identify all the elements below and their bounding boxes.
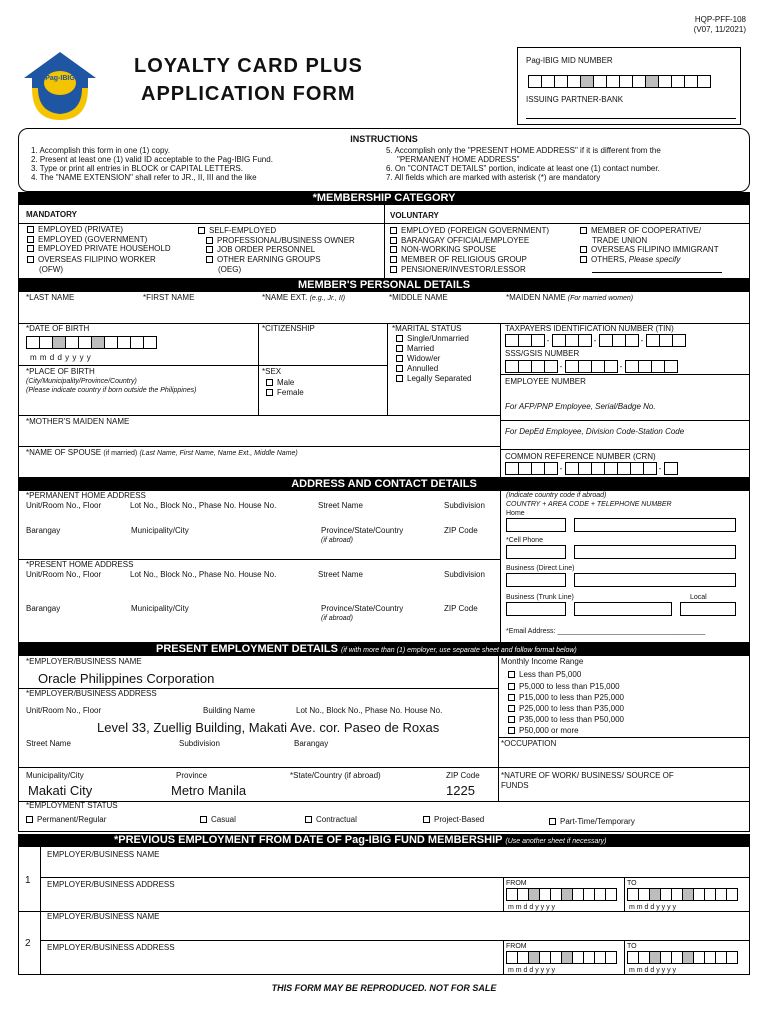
- option-employed-government[interactable]: EMPLOYED (GOVERNMENT): [27, 235, 147, 245]
- emp-lot-label: Lot No., Block No., Phase No. House No.: [296, 706, 443, 715]
- checkbox[interactable]: [390, 227, 397, 234]
- checkbox[interactable]: [305, 816, 312, 823]
- form-title-line1: LOYALTY CARD PLUS: [134, 55, 363, 77]
- prev-row-1-name-label: EMPLOYER/BUSINESS NAME: [47, 850, 160, 859]
- home-phone-input[interactable]: [574, 518, 736, 532]
- present-address-label: *PRESENT HOME ADDRESS: [26, 560, 134, 569]
- prev-row-2-from-input[interactable]: [506, 951, 616, 964]
- perm-municipality-label: Municipality/City: [131, 526, 189, 535]
- checkbox[interactable]: [27, 256, 34, 263]
- sex-female[interactable]: Female: [266, 388, 304, 398]
- option-ofi[interactable]: OVERSEAS FILIPINO IMMIGRANT: [580, 245, 719, 255]
- maiden-name-label: *MAIDEN NAME (For married women): [506, 293, 634, 302]
- perm-unit-label: Unit/Room No., Floor: [26, 501, 102, 510]
- option-employed-private[interactable]: EMPLOYED (PRIVATE): [27, 225, 123, 235]
- pres-unit-label: Unit/Room No., Floor: [26, 570, 102, 579]
- cell-area-code-input[interactable]: [506, 545, 566, 559]
- checkbox[interactable]: [580, 246, 587, 253]
- prev-row-2-to-format: m m d d y y y y: [629, 967, 677, 974]
- employer-address-value[interactable]: Level 33, Zuellig Building, Makati Ave. cor. Paseo de Roxas: [97, 720, 440, 735]
- prev-row-2-to-input[interactable]: [627, 951, 737, 964]
- emp-municipality-label: Municipality/City: [26, 771, 84, 780]
- instruction-6: 6. On "CONTACT DETAILS" portion, indicate at least one (1) contact number.: [386, 164, 660, 173]
- home-area-code-input[interactable]: [506, 518, 566, 532]
- checkbox[interactable]: [206, 246, 213, 253]
- local-label: Local: [690, 594, 707, 601]
- employer-address-label: *EMPLOYER/BUSINESS ADDRESS: [26, 689, 157, 698]
- checkbox[interactable]: [27, 245, 34, 252]
- marital-separated[interactable]: Legally Separated: [396, 374, 472, 384]
- prev-row-2-address-label: EMPLOYER/BUSINESS ADDRESS: [47, 943, 175, 952]
- emp-province-value[interactable]: Metro Manila: [171, 783, 247, 798]
- prev-row-1-from-input[interactable]: [506, 888, 616, 901]
- dob-format: m m d d y y y y: [30, 353, 92, 362]
- last-name-label: *LAST NAME: [26, 293, 75, 302]
- nature-label-2: FUNDS: [501, 781, 529, 790]
- form-code: HQP-PFF-108: [694, 15, 746, 24]
- marital-widow[interactable]: Widow/er: [396, 354, 440, 364]
- instruction-4: 4. The "NAME EXTENSION" shall refer to JR., II, III and the like: [31, 173, 257, 182]
- checkbox[interactable]: [27, 226, 34, 233]
- employment-bar: PRESENT EMPLOYMENT DETAILS (if with more than (1) employer, use separate sheet and follow format below): [18, 643, 750, 656]
- tin-label: TAXPAYERS IDENTIFICATION NUMBER (TIN): [505, 324, 674, 333]
- prev-row-1-from-format: m m d d y y y y: [508, 904, 556, 911]
- pres-barangay-label: Barangay: [26, 604, 61, 613]
- prev-row-1-to-input[interactable]: [627, 888, 737, 901]
- emp-zip-value[interactable]: 1225: [446, 783, 475, 798]
- instructions-title: INSTRUCTIONS: [350, 134, 418, 144]
- home-label: Home: [506, 510, 525, 517]
- option-religious-group[interactable]: MEMBER OF RELIGIOUS GROUP: [390, 255, 527, 265]
- checkbox[interactable]: [508, 694, 515, 701]
- pob-label: *PLACE OF BIRTH: [26, 367, 95, 376]
- perm-street-label: Street Name: [318, 501, 363, 510]
- business-direct-input[interactable]: [574, 573, 736, 587]
- marital-status-label: *MARITAL STATUS: [392, 324, 462, 333]
- status-permanent[interactable]: Permanent/Regular: [26, 815, 106, 825]
- middle-name-label: *MIDDLE NAME: [389, 293, 448, 302]
- status-contractual[interactable]: Contractual: [305, 815, 357, 825]
- checkbox[interactable]: [27, 236, 34, 243]
- checkbox[interactable]: [508, 671, 515, 678]
- sss-label: SSS/GSIS NUMBER: [505, 349, 580, 358]
- prev-row-2-to-label: TO: [627, 943, 637, 950]
- checkbox[interactable]: [390, 246, 397, 253]
- business-trunk-label: Business (Trunk Line): [506, 594, 574, 601]
- checkbox[interactable]: [508, 716, 515, 723]
- emp-street-label: Street Name: [26, 739, 71, 748]
- afp-hint: For AFP/PNP Employee, Serial/Badge No.: [505, 402, 656, 411]
- income-option-1[interactable]: Less than P5,000: [508, 670, 581, 680]
- pres-street-label: Street Name: [318, 570, 363, 579]
- instructions-box: [18, 128, 750, 192]
- option-self-employed[interactable]: SELF-EMPLOYED: [198, 226, 276, 236]
- prev-row-2-name-label: EMPLOYER/BUSINESS NAME: [47, 912, 160, 921]
- voluntary-label: VOLUNTARY: [390, 211, 439, 220]
- previous-employment-bar: *PREVIOUS EMPLOYMENT FROM DATE OF Pag-IBIG FUND MEMBERSHIP (Use another sheet if necessary): [18, 834, 750, 847]
- sex-male[interactable]: Male: [266, 378, 294, 388]
- cell-label: *Cell Phone: [506, 537, 543, 544]
- checkbox[interactable]: [580, 256, 587, 263]
- tin-input[interactable]: - - -: [505, 334, 685, 347]
- pres-subdivision-label: Subdivision: [444, 570, 485, 579]
- option-barangay[interactable]: BARANGAY OFFICIAL/EMPLOYEE: [390, 236, 529, 246]
- employee-number-label: EMPLOYEE NUMBER: [505, 377, 586, 386]
- checkbox[interactable]: [396, 335, 403, 342]
- option-ofw[interactable]: OVERSEAS FILIPINO WORKER: [27, 255, 156, 265]
- spouse-label: *NAME OF SPOUSE (if married) (Last Name, First Name, Name Ext., Middle Name): [26, 448, 298, 457]
- prev-row-1-to-label: TO: [627, 880, 637, 887]
- mid-number-input[interactable]: [528, 75, 710, 88]
- prev-row-1-number: 1: [25, 875, 31, 886]
- option-pensioner[interactable]: PENSIONER/INVESTOR/LESSOR: [390, 265, 526, 275]
- emp-province-label: Province: [176, 771, 208, 780]
- checkbox[interactable]: [423, 816, 430, 823]
- option-job-order[interactable]: JOB ORDER PERSONNEL: [206, 245, 315, 255]
- perm-lot-label: Lot No., Block No., Phase No. House No.: [130, 501, 277, 510]
- dob-input[interactable]: [26, 336, 156, 349]
- mid-label: Pag-IBIG MID NUMBER: [526, 56, 613, 65]
- business-direct-area-input[interactable]: [506, 573, 566, 587]
- perm-province-label: Province/State/Country: [321, 526, 404, 535]
- name-ext-label: *NAME EXT. (e.g., Jr., II): [262, 293, 346, 302]
- income-option-5[interactable]: P35,000 to less than P50,000: [508, 715, 624, 725]
- status-project-based[interactable]: Project-Based: [423, 815, 484, 825]
- pres-lot-label: Lot No., Block No., Phase No. House No.: [130, 570, 277, 579]
- prev-row-2-number: 2: [25, 938, 31, 949]
- checkbox[interactable]: [396, 345, 403, 352]
- marital-annulled[interactable]: Annulled: [396, 364, 438, 374]
- status-casual[interactable]: Casual: [200, 815, 236, 825]
- option-employed-private-household[interactable]: EMPLOYED PRIVATE HOUSEHOLD: [27, 244, 171, 254]
- pres-municipality-label: Municipality/City: [131, 604, 189, 613]
- footer-note: THIS FORM MAY BE REPRODUCED. NOT FOR SALE: [271, 983, 497, 993]
- sex-label: *SEX: [262, 367, 282, 376]
- checkbox[interactable]: [206, 237, 213, 244]
- checkbox[interactable]: [200, 816, 207, 823]
- permanent-address-label: *PERMANENT HOME ADDRESS: [26, 491, 146, 500]
- income-option-4[interactable]: P25,000 to less than P35,000: [508, 704, 624, 714]
- instruction-3: 3. Type or print all entries in BLOCK or CAPITAL LETTERS.: [31, 164, 243, 173]
- emp-unit-label: Unit/Room No., Floor: [26, 706, 102, 715]
- checkbox[interactable]: [396, 355, 403, 362]
- citizenship-label: *CITIZENSHIP: [262, 324, 315, 333]
- pagibig-logo: [22, 48, 98, 124]
- checkbox[interactable]: [549, 818, 556, 825]
- prev-row-1-address-label: EMPLOYER/BUSINESS ADDRESS: [47, 880, 175, 889]
- pob-hint-2: (Please indicate country if born outside the Philippines): [26, 387, 197, 394]
- checkbox[interactable]: [396, 375, 403, 382]
- instruction-5: 5. Accomplish only the "PRESENT HOME ADDRESS" if it is different from the: [386, 146, 661, 155]
- checkbox[interactable]: [390, 237, 397, 244]
- prev-row-1-from-label: FROM: [506, 880, 527, 887]
- marital-single[interactable]: Single/Unmarried: [396, 334, 469, 344]
- employer-name-label: *EMPLOYER/BUSINESS NAME: [26, 657, 142, 666]
- checkbox[interactable]: [508, 683, 515, 690]
- form-title-line2: APPLICATION FORM: [141, 83, 356, 105]
- logo-text: Pag-IBIG: [45, 75, 75, 82]
- business-local-input[interactable]: [680, 602, 736, 616]
- others-specify-input[interactable]: [592, 272, 722, 273]
- emp-barangay-label: Barangay: [294, 739, 329, 748]
- deped-hint: For DepEd Employee, Division Code-Station Code: [505, 427, 685, 436]
- emp-zip-label: ZIP Code: [446, 771, 480, 780]
- address-contact-bar: ADDRESS AND CONTACT DETAILS: [18, 478, 750, 491]
- instruction-1: 1. Accomplish this form in one (1) copy.: [31, 146, 171, 155]
- emp-building-label: Building Name: [203, 706, 256, 715]
- checkbox[interactable]: [266, 379, 273, 386]
- pres-if-abroad: (if abroad): [321, 615, 353, 622]
- contact-format: COUNTRY + AREA CODE + TELEPHONE NUMBER: [506, 501, 672, 508]
- mid-number-box: [517, 47, 741, 125]
- status-part-time[interactable]: Part-Time/Temporary: [549, 817, 635, 827]
- business-trunk-input[interactable]: [574, 602, 672, 616]
- trade-union-label: TRADE UNION: [592, 236, 648, 245]
- income-option-6[interactable]: P50,000 or more: [508, 726, 579, 736]
- occupation-label: *OCCUPATION: [501, 739, 557, 748]
- income-option-3[interactable]: P15,000 to less than P25,000: [508, 693, 624, 703]
- oeg-abbr: (OEG): [218, 265, 242, 274]
- mandatory-label: MANDATORY: [26, 210, 77, 219]
- pres-province-label: Province/State/Country: [321, 604, 404, 613]
- option-cooperative[interactable]: MEMBER OF COOPERATIVE/: [580, 226, 701, 236]
- perm-zip-label: ZIP Code: [444, 526, 478, 535]
- ofw-abbr: (OFW): [39, 265, 63, 274]
- prev-row-2-from-format: m m d d y y y y: [508, 967, 556, 974]
- checkbox[interactable]: [396, 365, 403, 372]
- income-option-2[interactable]: P5,000 to less than P15,000: [508, 682, 620, 692]
- partner-bank-input[interactable]: [526, 118, 736, 119]
- crn-label: COMMON REFERENCE NUMBER (CRN): [505, 452, 656, 461]
- contact-hint: (Indicate country code if abroad): [506, 492, 607, 499]
- perm-barangay-label: Barangay: [26, 526, 61, 535]
- checkbox[interactable]: [198, 227, 205, 234]
- checkbox[interactable]: [508, 727, 515, 734]
- instruction-5b: "PERMANENT HOME ADDRESS": [397, 155, 520, 164]
- mother-maiden-label: *MOTHER'S MAIDEN NAME: [26, 417, 130, 426]
- checkbox[interactable]: [390, 256, 397, 263]
- dob-label: *DATE OF BIRTH: [26, 324, 90, 333]
- business-trunk-area-input[interactable]: [506, 602, 566, 616]
- perm-if-abroad: (if abroad): [321, 537, 353, 544]
- marital-married[interactable]: Married: [396, 344, 434, 354]
- personal-details-bar: MEMBER'S PERSONAL DETAILS: [18, 279, 750, 292]
- business-direct-label: Business (Direct Line): [506, 565, 575, 572]
- income-label: Monthly Income Range: [501, 657, 584, 666]
- first-name-label: *FIRST NAME: [143, 293, 195, 302]
- option-other-earning[interactable]: OTHER EARNING GROUPS: [206, 255, 321, 265]
- email-label[interactable]: *Email Address: ______________________________________: [506, 628, 706, 635]
- partner-bank-label: ISSUING PARTNER-BANK: [526, 95, 624, 104]
- membership-category-bar: *MEMBERSHIP CATEGORY: [18, 192, 750, 205]
- employer-name-value[interactable]: Oracle Philippines Corporation: [38, 671, 215, 686]
- checkbox[interactable]: [206, 256, 213, 263]
- checkbox[interactable]: [508, 705, 515, 712]
- pob-hint-1: (City/Municipality/Province/Country): [26, 378, 137, 385]
- perm-subdivision-label: Subdivision: [444, 501, 485, 510]
- checkbox[interactable]: [266, 389, 273, 396]
- pres-zip-label: ZIP Code: [444, 604, 478, 613]
- prev-row-1-to-format: m m d d y y y y: [629, 904, 677, 911]
- employment-status-label: *EMPLOYMENT STATUS: [26, 801, 118, 810]
- option-professional[interactable]: PROFESSIONAL/BUSINESS OWNER: [206, 236, 355, 246]
- checkbox[interactable]: [390, 266, 397, 273]
- cell-phone-input[interactable]: [574, 545, 736, 559]
- prev-row-2-from-label: FROM: [506, 943, 527, 950]
- option-non-working-spouse[interactable]: NON-WORKING SPOUSE: [390, 245, 496, 255]
- emp-state-label: *State/Country (if abroad): [290, 771, 381, 780]
- nature-label: *NATURE OF WORK/ BUSINESS/ SOURCE OF: [501, 771, 674, 780]
- checkbox[interactable]: [580, 227, 587, 234]
- crn-input[interactable]: - -: [505, 462, 677, 475]
- instruction-7: 7. All fields which are marked with asterisk (*) are mandatory: [386, 173, 601, 182]
- option-others[interactable]: OTHERS, Please specify: [580, 255, 680, 265]
- option-foreign-government[interactable]: EMPLOYED (FOREIGN GOVERNMENT): [390, 226, 549, 236]
- form-version: (V07, 11/2021): [693, 25, 746, 34]
- checkbox[interactable]: [26, 816, 33, 823]
- instruction-2: 2. Present at least one (1) valid ID acceptable to the Pag-IBIG Fund.: [31, 155, 273, 164]
- sss-input[interactable]: - -: [505, 360, 677, 373]
- emp-subdivision-label: Subdivision: [179, 739, 220, 748]
- emp-municipality-value[interactable]: Makati City: [28, 783, 93, 798]
